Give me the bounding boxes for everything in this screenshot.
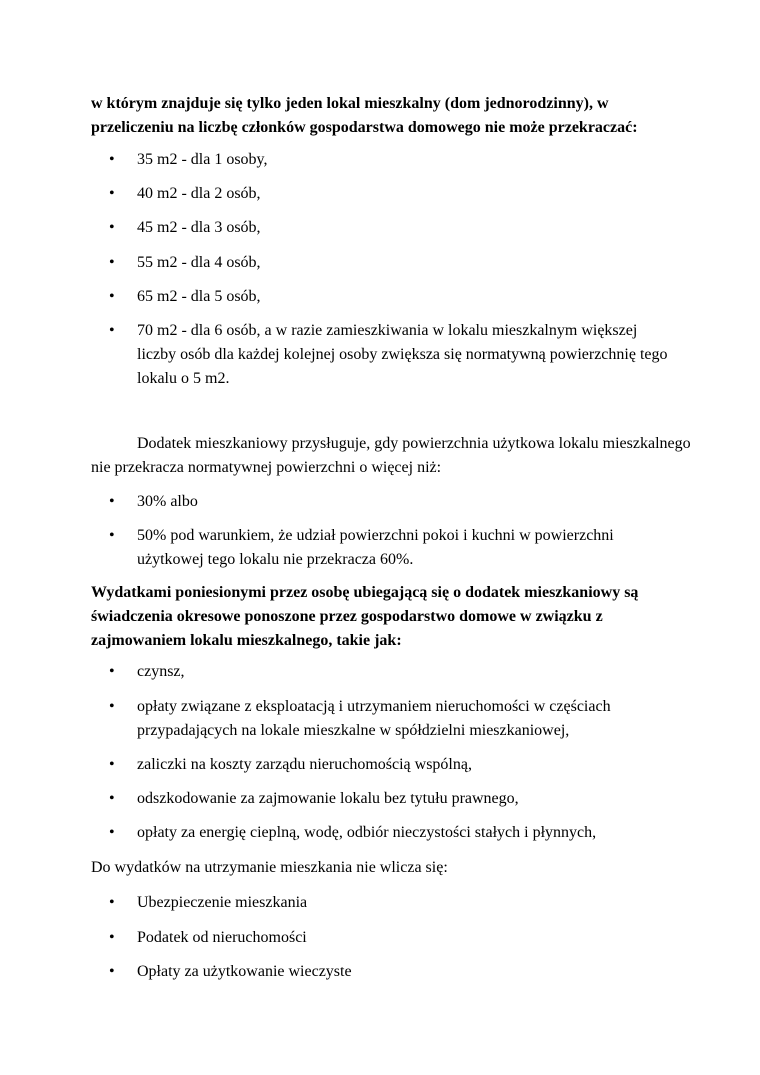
paragraph-allowance-condition: Dodatek mieszkaniowy przysługuje, gdy powierzchnia użytkowa lokalu mieszkalnego nie przekracza normatywnej powierzchni o więcej niż:: [91, 435, 691, 476]
list-item: [109, 660, 677, 684]
bullet-icon: •: [109, 288, 115, 305]
list-item-text: 70 m2 - dla 6 osób, a w razie zamieszkiwania w lokalu mieszkalnym większej liczby osób dla każdej kolejnej osoby zwiększa się normatywną powierzchnię tego lokalu o 5 m2.: [137, 322, 668, 387]
bullet-icon: •: [109, 254, 115, 271]
list-item: [109, 524, 677, 572]
list-item: [109, 216, 677, 240]
list-item-text: zaliczki na koszty zarządu nieruchomością wspólną,: [137, 756, 472, 773]
list-item-text: 65 m2 - dla 5 osób,: [137, 288, 261, 305]
list-item: [109, 182, 677, 206]
list-item: [109, 319, 677, 391]
list-item: [109, 285, 677, 309]
bullet-icon: •: [109, 151, 115, 168]
bullet-icon: •: [109, 963, 115, 980]
list-item: [109, 821, 677, 845]
list-item: [109, 695, 677, 743]
list-item-text: Ubezpieczenie mieszkania: [137, 894, 308, 911]
bullet-icon: •: [109, 322, 115, 339]
list-item-text: Podatek od nieruchomości: [137, 929, 307, 946]
list-item: [109, 148, 677, 172]
list-item-text: 45 m2 - dla 3 osób,: [137, 219, 261, 236]
list-item-text: 55 m2 - dla 4 osób,: [137, 254, 261, 271]
bullet-icon: •: [109, 894, 115, 911]
bullet-icon: •: [109, 790, 115, 807]
bullet-icon: •: [109, 185, 115, 202]
list-item-text: 30% albo: [137, 493, 198, 510]
list-item: [109, 891, 677, 915]
list-item-text: 50% pod warunkiem, że udział powierzchni pokoi i kuchni w powierzchni użytkowej tego lokalu nie przekracza 60%.: [137, 527, 614, 568]
list-item: [109, 251, 677, 275]
bullet-icon: •: [109, 527, 115, 544]
paragraph-area-limits-intro: w którym znajduje się tylko jeden lokal mieszkalny (dom jednorodzinny), w przeliczeniu na liczbę członków gospodarstwa domowego nie może przekraczać:: [91, 95, 638, 136]
bullet-icon: •: [109, 493, 115, 510]
paragraph-expenses-intro: Wydatkami poniesionymi przez osobę ubiegającą się o dodatek mieszkaniowy są świadczenia okresowe ponoszone przez gospodarstwo domowe w związku z zajmowaniem lokalu mieszkalnego, takie jak:: [91, 584, 639, 649]
bullet-icon: •: [109, 756, 115, 773]
bullet-icon: •: [109, 663, 115, 680]
bullet-icon: •: [109, 824, 115, 841]
list-item: [109, 753, 677, 777]
bullet-icon: •: [109, 219, 115, 236]
list-item: [109, 926, 677, 950]
list-item-text: czynsz,: [137, 663, 185, 680]
list-item-text: opłaty za energię cieplną, wodę, odbiór nieczystości stałych i płynnych,: [137, 824, 597, 841]
list-item: [109, 490, 677, 514]
list-item: [109, 960, 677, 984]
bullet-icon: •: [109, 929, 115, 946]
list-item: [109, 787, 677, 811]
list-item-text: Opłaty za użytkowanie wieczyste: [137, 963, 352, 980]
list-item-text: 40 m2 - dla 2 osób,: [137, 185, 261, 202]
list-item-text: opłaty związane z eksploatacją i utrzymaniem nieruchomości w częściach przypadających na lokale mieszkalne w spółdzielni mieszkaniowej,: [137, 698, 611, 739]
list-item-text: 35 m2 - dla 1 osoby,: [137, 151, 268, 168]
list-item-text: odszkodowanie za zajmowanie lokalu bez tytułu prawnego,: [137, 790, 519, 807]
bullet-icon: •: [109, 698, 115, 715]
paragraph-excluded-expenses-intro: Do wydatków na utrzymanie mieszkania nie wlicza się:: [91, 859, 448, 876]
